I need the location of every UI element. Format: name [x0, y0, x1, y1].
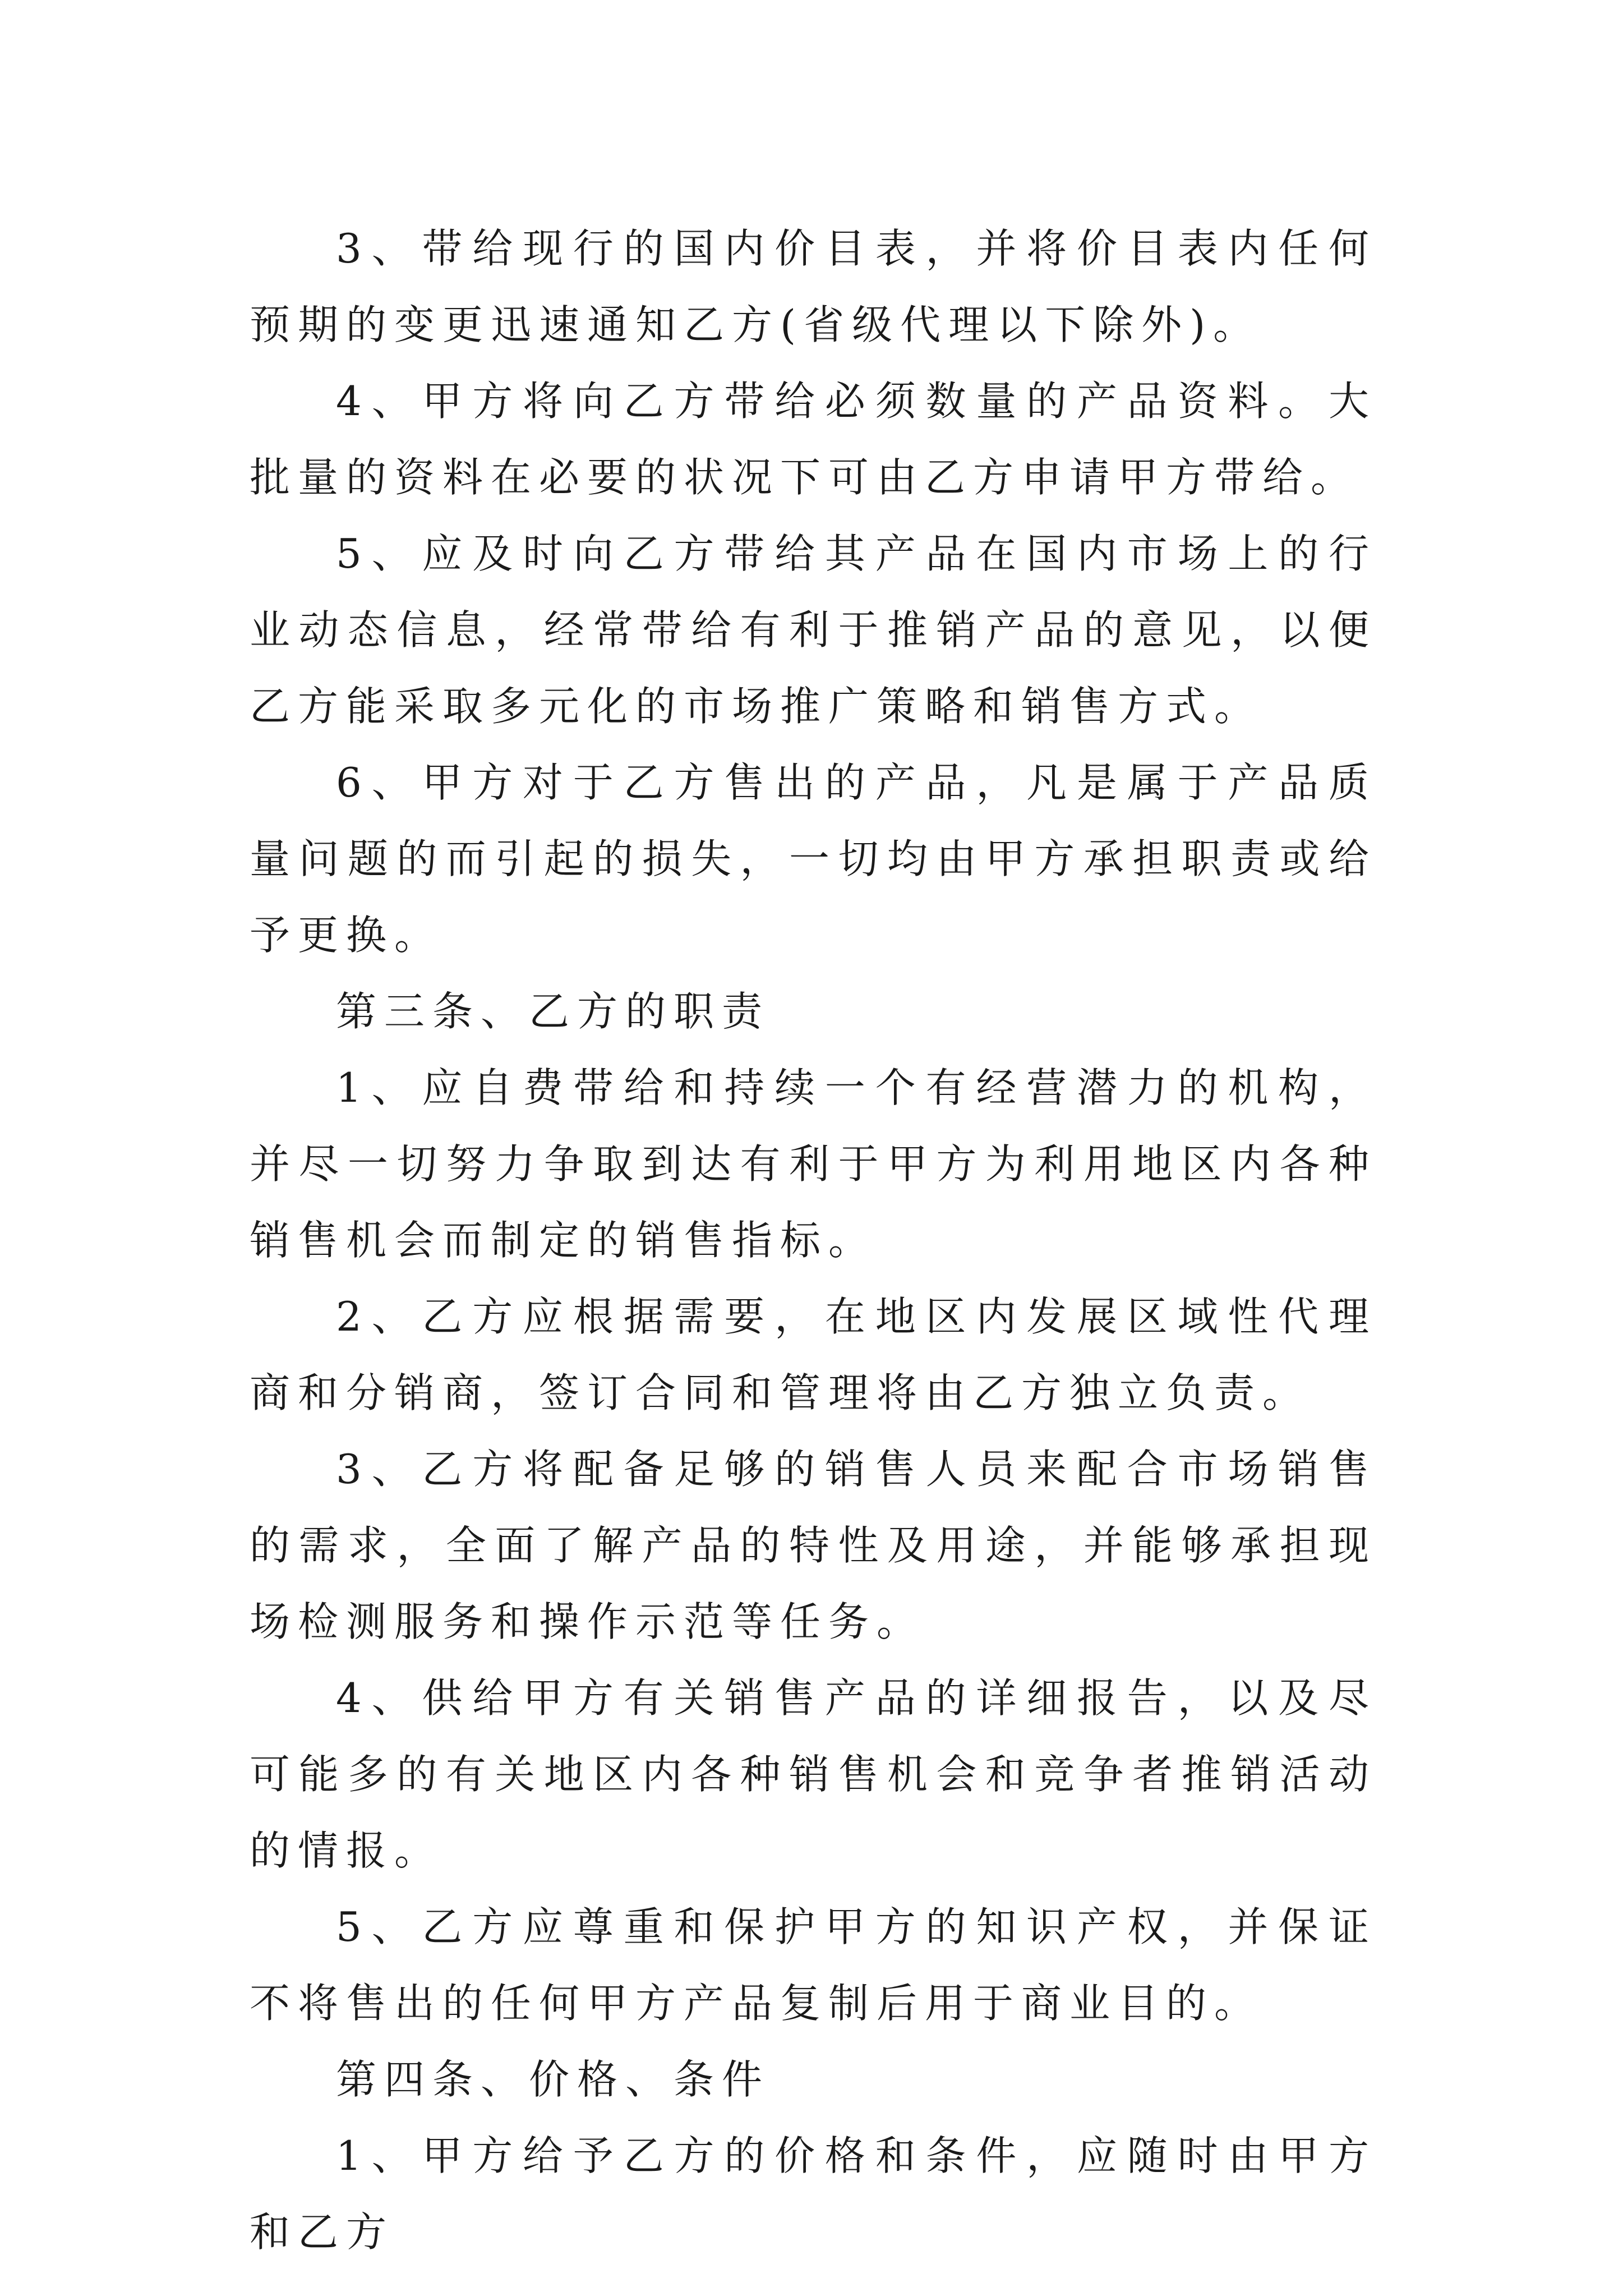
clause-paragraph: 1、甲方给予乙方的价格和条件，应随时由甲方和乙方 — [250, 2132, 1377, 2256]
clause-paragraph: 6、甲方对于乙方售出的产品，凡是属于产品质量问题的而引起的损失，一切均由甲方承担职责或给予更换。 — [250, 759, 1377, 959]
section-heading: 第四条、价格、条件 — [336, 2056, 771, 2103]
clause-paragraph: 3、带给现行的国内价目表，并将价目表内任何预期的变更迅速通知乙方(省级代理以下除外)。 — [250, 225, 1377, 348]
clause-paragraph: 3、乙方将配备足够的销售人员来配合市场销售的需求，全面了解产品的特性及用途，并能够承担现场检测服务和操作示范等任务。 — [250, 1446, 1377, 1645]
clause-paragraph: 5、乙方应尊重和保护甲方的知识产权，并保证不将售出的任何甲方产品复制后用于商业目的。 — [250, 1903, 1377, 2027]
clause-paragraph: 1、应自费带给和持续一个有经营潜力的机构，并尽一切努力争取到达有利于甲方为利用地区内各种销售机会而制定的销售指标。 — [250, 1064, 1377, 1264]
clause-paragraph: 4、供给甲方有关销售产品的详细报告，以及尽可能多的有关地区内各种销售机会和竞争者推销活动的情报。 — [250, 1674, 1377, 1874]
document-body — [250, 210, 1377, 2270]
section-heading: 第三条、乙方的职责 — [336, 988, 771, 1035]
clause-paragraph: 4、甲方将向乙方带给必须数量的产品资料。大批量的资料在必要的状况下可由乙方申请甲方带给。 — [250, 378, 1377, 501]
clause-paragraph: 5、应及时向乙方带给其产品在国内市场上的行业动态信息，经常带给有利于推销产品的意见，以便乙方能采取多元化的市场推广策略和销售方式。 — [250, 530, 1377, 730]
clause-paragraph: 2、乙方应根据需要，在地区内发展区域性代理商和分销商，签订合同和管理将由乙方独立负责。 — [250, 1293, 1377, 1416]
